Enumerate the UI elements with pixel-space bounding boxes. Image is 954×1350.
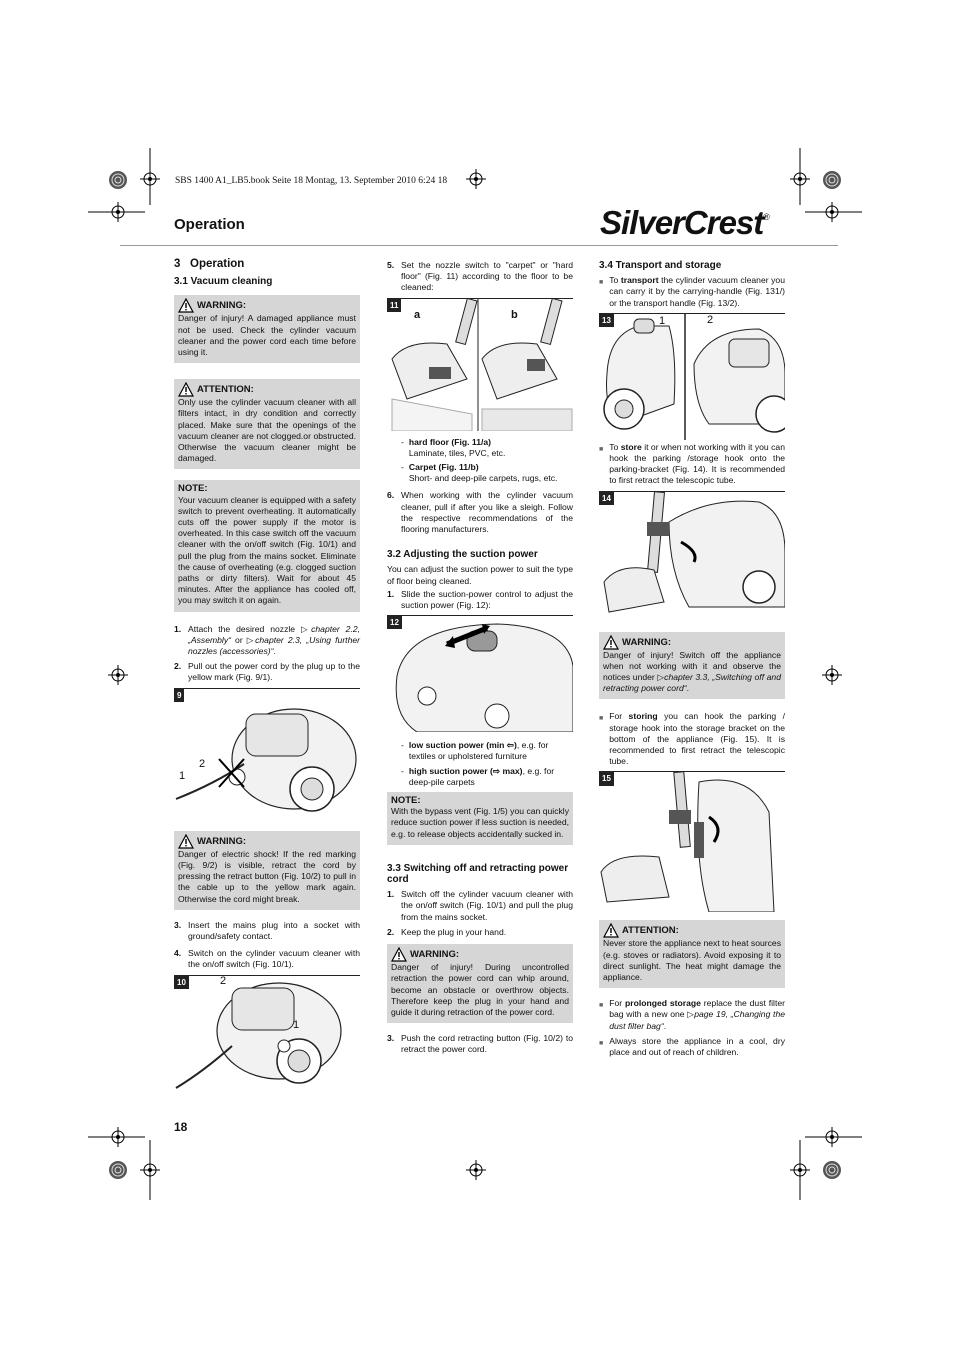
note-text: Your vacuum cleaner is equipped with a safety switch to prevent overheating. It automatically cuts off the power supply if the motor is overheated. In this case switch off the vacuum cleaner with the on/off switch (Fig. 10/1) and pull the plug from the mains socket. Eliminate the cause of overheating (e.g. clogged suction paths or dirty filters). Wait for about 45 minutes. After the appliance has cooled off, you may switch it on again.	[178, 494, 356, 606]
section-heading: 3 Operation	[174, 258, 245, 270]
warning-icon	[178, 298, 194, 313]
figure-14: 14	[599, 491, 785, 620]
steps-list	[174, 920, 360, 971]
page-number: 18	[174, 1120, 188, 1134]
steps-list	[174, 624, 360, 684]
print-info: SBS 1400 A1_LB5.book Seite 18 Montag, 13. September 2010 6:24 18	[175, 176, 448, 186]
list-item: - hard floor (Fig. 11/a) Laminate, tiles, PVC, etc.	[401, 436, 506, 458]
steps-list	[387, 889, 573, 938]
list-item: 5. Set the nozzle switch to "carpet" or "hard floor" (Fig. 11) according to the floor to be cleaned:	[387, 260, 573, 293]
figure-13: 13 1 2	[599, 313, 785, 440]
column-2	[387, 260, 573, 1060]
steps-list	[387, 1033, 573, 1055]
figure-11: 11 a b	[387, 298, 573, 431]
list-item: 1. Attach the desired nozzle ▷chapter 2.2, „Assembly“ or ▷chapter 2.3, „Using further nozzles (accessories)“.	[174, 623, 361, 657]
header-rule	[120, 245, 838, 246]
list-item: ■ Always store the appliance in a cool, dry place and out of reach of children.	[599, 1035, 785, 1058]
brand-logo	[600, 204, 769, 242]
warning-box: WARNING: Danger of electric shock! If the red marking (Fig. 9/2) is visible, retract the cord by pressing the retract button (Fig. 10/2) to pull in the cable up to the yellow mark again. Otherwise the cord might break.	[174, 831, 360, 910]
list-item: 1. Switch off the cylinder vacuum cleaner with the on/off switch (Fig. 10/1) and pull the plug from the mains socket.	[387, 889, 573, 922]
steps-list	[387, 589, 573, 611]
paragraph: You can adjust the suction power to suit the type of floor being cleaned.	[387, 564, 573, 586]
column-1	[174, 259, 360, 1096]
steps-list	[387, 490, 573, 535]
figure-12: 12	[387, 615, 573, 732]
warning-icon	[603, 923, 619, 938]
list-item: 1. Slide the suction-power control to adjust the suction power (Fig. 12):	[387, 588, 573, 611]
note-box: NOTE: Your vacuum cleaner is equipped with a safety switch to prevent overheating. It automatically cuts off the power supply if the motor is overheated. In this case switch off the vacuum cleaner with the on/off switch (Fig. 10/1) and pull the plug from the mains socket. Eliminate the cause of overheating (e.g. clogged suction paths or dirty filters). Wait for about 45 minutes. After the appliance has cooled off, you may switch it on again.	[174, 480, 360, 611]
warning-text: Danger of injury! During uncontrolled retraction the power cord can whip around, become an obstacle or overthrow objects. Therefore keep the plug in your hand and guide it during retraction of the power cord.	[391, 962, 569, 1017]
list-item: 3. Push the cord retracting button (Fig. 10/2) to retract the power cord.	[387, 1033, 573, 1055]
running-header: Operation	[174, 216, 245, 233]
list-item: 4. Switch on the cylinder vacuum cleaner with the on/off switch (Fig. 10/1).	[174, 948, 360, 970]
list-item: 3. Insert the mains plug into a socket with ground/safety contact.	[174, 919, 360, 941]
list-item: - high suction power (⇨ max), e.g. for deep-pile carpets	[401, 765, 555, 787]
list-item: ■ For storing you can hook the parking / storage hook into the storage bracket on the bottom of the appliance (Fig. 15). It is recommended to first retract the telescopic tube.	[599, 711, 785, 767]
warning-icon	[391, 947, 407, 962]
attention-box: ATTENTION: Only use the cylinder vacuum cleaner with all filters intact, in dry condition and correctly placed. Make sure that the openings of the vacuum cleaner are not clogged.or obstructed. Otherwise the vacuum cleaner might be damaged.	[174, 379, 360, 469]
list-item: ■ For prolonged storage replace the dust filter bag with a new one ▷page 19, „Changing the dust filter bag“.	[599, 998, 786, 1031]
attention-text: Never store the appliance next to heat sources (e.g. stoves or radiators). Avoid exposing it to direct sunlight. The heat might damage the appliance.	[603, 938, 781, 983]
storage-illustration	[599, 772, 785, 912]
vacuum-illustration	[174, 689, 360, 823]
note-box: NOTE: With the bypass vent (Fig. 1/5) you can quickly reduce suction power if less suction is needed, e.g. to release objects accidentally sucked in.	[387, 792, 573, 845]
warning-icon	[603, 635, 619, 650]
figure-10: 10 2 1	[174, 975, 360, 1096]
subsection-heading: 3.4 Transport and storage	[599, 260, 722, 271]
subsection-heading: 3.1 Vacuum cleaning	[174, 276, 273, 288]
parking-illustration	[599, 492, 785, 620]
figure-15: 15	[599, 771, 785, 912]
warning-box: WARNING: Danger of injury! During uncontrolled retraction the power cord can whip around, become an obstacle or overthrow objects. Therefore keep the plug in your hand and guide it during retraction of the power cord.	[387, 944, 573, 1023]
list-item: ■ To store it or when not working with it you can hook the parking /storage hook onto the parking-bracket (Fig. 14). It is recommended to first retract the telescopic tube.	[599, 441, 785, 486]
list-item: 2. Pull out the power cord by the plug up to the yellow mark (Fig. 9/1).	[174, 661, 360, 683]
registered-mark: ®	[763, 212, 769, 222]
warning-box: WARNING: Danger of injury! Switch off the appliance when not working with it and observe the notices under ▷chapter 3.3, „Switching off and retracting power cord“.	[599, 632, 785, 700]
warning-box: WARNING: Danger of injury! A damaged appliance must not be used. Check the cylinder vacuum cleaner and the power cord each time before using it.	[174, 295, 360, 363]
warning-text: Danger of electric shock! If the red marking (Fig. 9/2) is visible, retract the cord by pressing the retract button (Fig. 10/2) to pull in the cable up to the yellow mark again. Otherwise the cord might break.	[178, 848, 356, 904]
warning-text: Danger of injury! Switch off the appliance when not working with it and observe the notices under ▷chapter 3.3, „Switching off and retracting power cord“.	[603, 649, 781, 694]
list-item: 2. Keep the plug in your hand.	[387, 926, 507, 937]
vacuum-illustration	[174, 976, 360, 1096]
list-item: ■ To transport the cylinder vacuum cleaner you can carry it by the carrying-handle (Fig. 131/) or the transport handle (Fig. 13/2).	[599, 275, 785, 308]
note-text: With the bypass vent (Fig. 1/5) you can quickly reduce suction power if less suction is needed, e.g. to release objects accidentally sucked in.	[391, 806, 569, 839]
list-item: - low suction power (min ⇦), e.g. for textiles or upholstered furniture	[401, 740, 549, 762]
transport-illustration	[599, 314, 785, 440]
figure-9: 9 1 2	[174, 688, 360, 823]
steps-list	[387, 260, 573, 294]
brand-logo-text: SilverCrest	[600, 204, 764, 241]
warning-icon	[178, 834, 194, 849]
attention-box: ATTENTION: Never store the appliance next to heat sources (e.g. stoves or radiators). Avoid exposing it to direct sunlight. The heat might damage the appliance.	[599, 920, 785, 988]
attention-text: Only use the cylinder vacuum cleaner with all filters intact, in dry condition and correctly placed. Make sure that the openings of the vacuum cleaner are not clogged.or obstructed. Otherwise the vacuum cleaner might be damaged.	[178, 397, 356, 464]
subsection-heading: 3.2 Adjusting the suction power	[387, 549, 538, 561]
list-item: - Carpet (Fig. 11/b) Short- and deep-pile carpets, rugs, etc.	[401, 462, 558, 484]
suction-control-illustration	[387, 616, 573, 732]
warning-text: Danger of injury! A damaged appliance must not be used. Check the cylinder vacuum cleaner and the power cord each time before using it.	[178, 313, 356, 358]
list-item: 6. When working with the cylinder vacuum cleaner, pull if after you like a sleigh. Follow the respective recommendations of the flooring manufacturers.	[387, 490, 573, 535]
subsection-heading: 3.3 Switching off and retracting power cord	[387, 862, 569, 886]
column-3	[599, 260, 785, 1062]
warning-icon	[178, 382, 194, 397]
